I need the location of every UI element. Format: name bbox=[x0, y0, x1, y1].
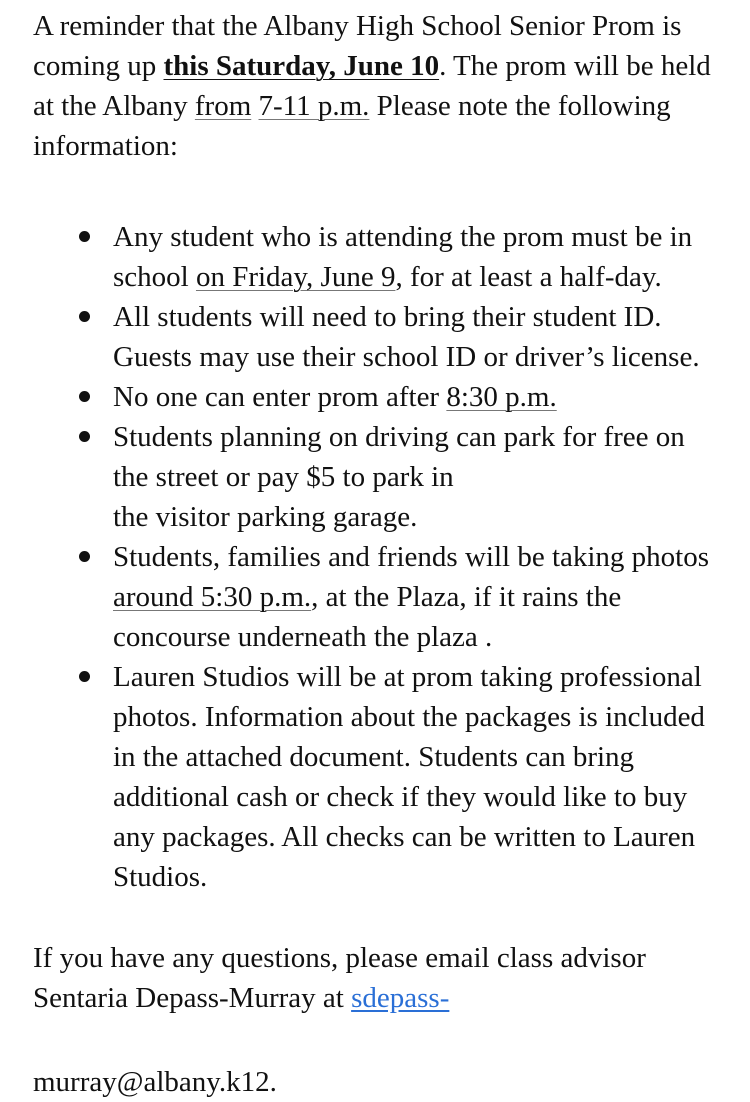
list-item-id bbox=[33, 297, 723, 377]
from-link[interactable]: from bbox=[194, 90, 252, 122]
bullet-text: Students, families and friends will be taking photos bbox=[113, 541, 710, 573]
bullet-text: No one can enter prom after bbox=[113, 381, 447, 413]
closing-paragraph bbox=[33, 938, 733, 1018]
list-item-entry bbox=[33, 377, 723, 417]
bullet-text: , at the Plaza, if it rains the concourse underneath the plaza . bbox=[113, 581, 622, 653]
list-item-parking bbox=[33, 417, 723, 537]
prom-date-link[interactable]: this Saturday, June 10 bbox=[163, 50, 440, 82]
bullet-text: Lauren Studios will be at prom taking professional photos. Information about the packages is included in the attached document. Students can bring additional cash or check if they would like to buy any packages. All checks can be written to Lauren Studios. bbox=[113, 661, 705, 893]
friday-date-link[interactable]: on Friday, June 9 bbox=[195, 261, 396, 293]
bullet-text: the visitor parking garage. bbox=[113, 501, 418, 533]
bullet-icon bbox=[79, 311, 90, 322]
intro-text-4: Please note the following information: bbox=[33, 90, 671, 162]
intro-text-2: . The prom will be held at the Albany bbox=[33, 50, 711, 122]
list-item-photos bbox=[33, 537, 723, 657]
bullet-icon bbox=[79, 551, 90, 562]
list-item-studios bbox=[33, 657, 723, 897]
bullet-text: , for at least a half-day. bbox=[395, 261, 662, 293]
photo-time-link[interactable]: around 5:30 p.m. bbox=[113, 581, 312, 613]
email-body bbox=[33, 6, 733, 1018]
entry-time-link[interactable]: 8:30 p.m. bbox=[446, 381, 557, 413]
info-list bbox=[33, 217, 733, 897]
closing-text: If you have any questions, please email class advisor Sentaria Depass-Murray at bbox=[33, 942, 646, 1014]
bullet-icon bbox=[79, 671, 90, 682]
intro-paragraph bbox=[33, 6, 733, 166]
intro-text-1: A reminder that the Albany High School Senior Prom is coming up bbox=[33, 10, 682, 82]
prom-time-link[interactable]: 7-11 p.m. bbox=[258, 90, 370, 122]
bullet-text: All students will need to bring their student ID. Guests may use their school ID or driver’s license. bbox=[113, 301, 700, 373]
list-item-attendance bbox=[33, 217, 723, 297]
intro-text-3 bbox=[251, 90, 258, 122]
bullet-icon bbox=[79, 231, 90, 242]
bullet-icon bbox=[79, 431, 90, 442]
cutoff-email-line: murray@albany.k12. bbox=[33, 1066, 277, 1098]
bullet-icon bbox=[79, 391, 90, 402]
bullet-text: Students planning on driving can park for free on the street or pay $5 to park in bbox=[113, 421, 685, 493]
bullet-text: Any student who is attending the prom must be in school bbox=[113, 221, 693, 293]
advisor-email-link[interactable]: sdepass- bbox=[351, 982, 450, 1014]
